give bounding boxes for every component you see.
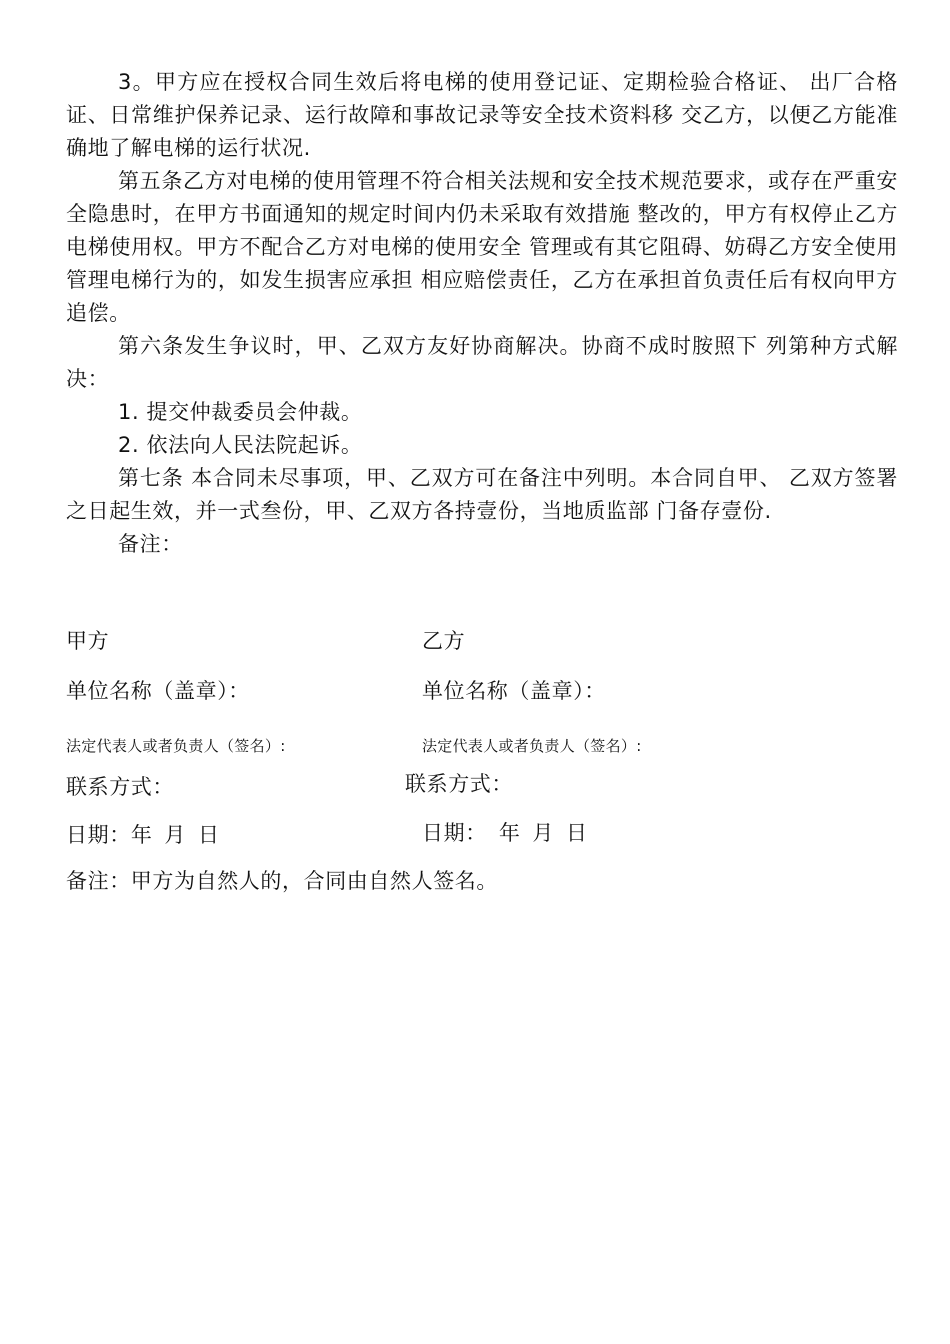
party-b-unit-name: 单位名称（盖章）： [422,679,606,703]
article-5-paragraph: 第五条乙方对电梯的使用管理不符合相关法规和安全技术规范要求，或存在严重安全隐患时，在甲方书面通知的规定时间内仍未采取有效措施 整改的，甲方有权停止乙方电梯使用权。甲方不配合乙方对电梯的使用安全 管理或有其它阻碍、妨碍乙方安全使用管理电梯行为的，如发生损害应承担 相应赔偿责任，乙方在承担首负责任后有权向甲方追偿。 [66,169,898,325]
party-a-date-year: 年 [130,823,153,847]
dispute-option-2: 2. 依法向人民法院起诉。 [118,433,363,457]
clause-3-transfer-documents: 3。甲方应在授权合同生效后将电梯的使用登记证、定期检验合格证、 出厂合格证、日常维护保养记录、运行故障和事故记录等安全技术资料移 交乙方，以便乙方能准确地了解电梯的运行状况. [66,70,898,160]
party-b-title: 乙方 [422,629,466,653]
party-b-date-label: 日期： [422,821,487,845]
party-a-unit-name: 单位名称（盖章）： [66,679,250,703]
party-a-contact: 联系方式： [66,775,174,799]
party-b-date [422,818,588,848]
dispute-option-1: 1. 提交仲裁委员会仲裁。 [118,400,363,424]
party-b-representative: 法定代表人或者负责人（签名）: [422,737,642,755]
contract-body [66,66,898,561]
party-a-date-day: 日 [198,823,220,847]
party-b-date-month: 月 [532,821,555,845]
party-b-contact: 联系方式： [405,772,513,796]
party-b-date-year: 年 [498,821,521,845]
party-a-date [66,820,220,850]
remarks-label: 备注： [118,532,183,556]
footer-note: 备注：甲方为自然人的，合同由自然人签名。 [66,869,498,893]
article-6-paragraph: 第六条发生争议时，甲、乙双方友好协商解决。协商不成时胺照下 列第种方式解决： [66,334,898,391]
party-a-date-month: 月 [164,823,187,847]
party-a-representative: 法定代表人或者负责人（签名）: [66,737,286,755]
article-7-paragraph: 第七条 本合同未尽事项，甲、乙双方可在备注中列明。本合同自甲、 乙双方签署之日起生效，并一式叁份，甲、乙双方各持壹份，当地质监部 门备存壹份. [66,466,898,523]
party-a-title: 甲方 [66,629,110,653]
party-b-date-day: 日 [566,821,588,845]
party-a-date-label: 日期： [66,823,131,847]
